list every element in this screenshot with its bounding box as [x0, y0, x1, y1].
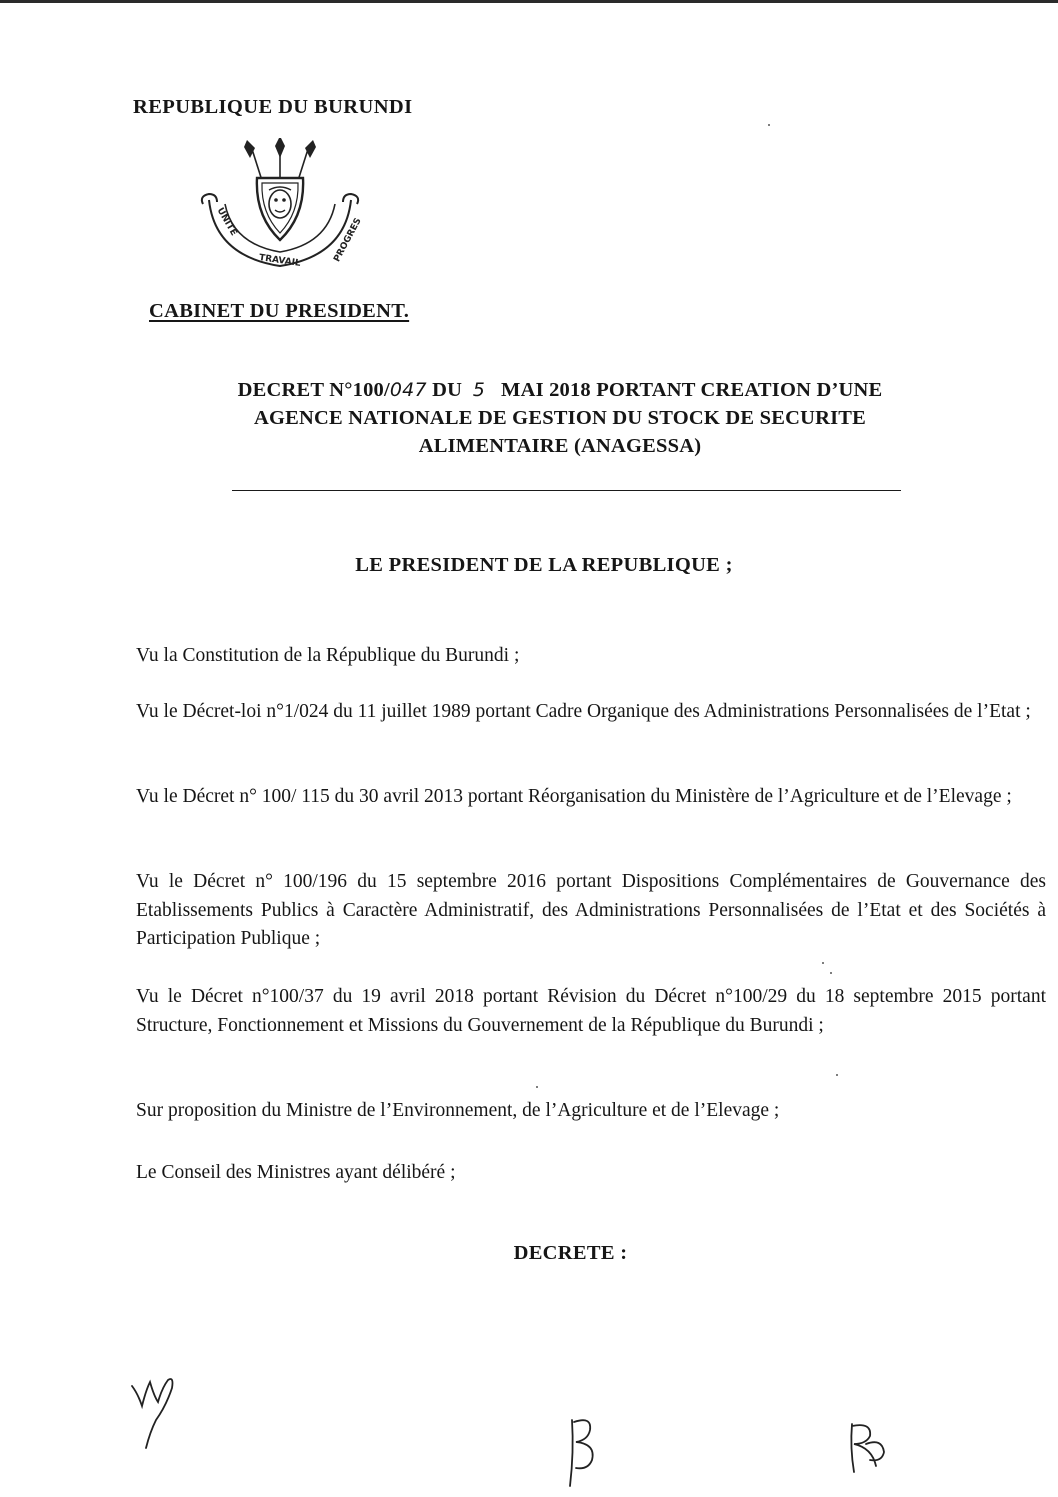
handwritten-initials-left	[128, 1372, 188, 1452]
visa-constitution: Vu la Constitution de la République du Burundi ;	[136, 645, 520, 666]
scan-speck	[822, 962, 824, 964]
visa-decret-loi-1989: Vu le Décret-loi n°1/024 du 11 juillet 1989 portant Cadre Organique des Administrations Personnalisées de l’Etat ;	[136, 701, 1031, 722]
scan-edge	[0, 0, 1058, 3]
visa-decret-2018: Vu le Décret n°100/37 du 19 avril 2018 portant Révision du Décret n°100/29 du 18 septembre 2015 portant Structure, Fonctionnement et Missions du Gouvernement de la République du Burundi ;	[136, 986, 1046, 1036]
scan-speck	[536, 1086, 538, 1088]
decree-title-line-1	[120, 376, 1000, 404]
visa-decret-2013: Vu le Décret n° 100/ 115 du 30 avril 2013 portant Réorganisation du Ministère de l’Agriculture et de l’Elevage ;	[136, 786, 1012, 807]
decree-day-handwritten: 5	[472, 379, 486, 401]
emblem-motto-right: PROGRES	[332, 216, 364, 264]
decree-du: DU	[432, 379, 463, 401]
decree-title-line-1-rest: MAI 2018 PORTANT CREATION D’UNE	[501, 379, 883, 401]
title-divider	[232, 490, 901, 491]
decrete-heading: DECRETE :	[513, 1242, 628, 1264]
country-heading: REPUBLIQUE DU BURUNDI	[133, 96, 413, 118]
decree-title-line-3: ALIMENTAIRE (ANAGESSA)	[418, 435, 702, 457]
decree-title	[120, 376, 1000, 460]
scan-speck	[768, 124, 770, 126]
visa-conseil: Le Conseil des Ministres ayant délibéré ;	[136, 1162, 456, 1183]
burundi-coat-of-arms-emblem	[195, 138, 365, 288]
president-heading: LE PRESIDENT DE LA REPUBLIQUE ;	[355, 554, 733, 576]
decree-title-line-2: AGENCE NATIONALE DE GESTION DU STOCK DE SECURITE	[253, 407, 867, 429]
scan-speck	[836, 1074, 838, 1076]
handwritten-initials-right	[842, 1418, 892, 1478]
emblem-motto-center: TRAVAIL	[258, 253, 302, 269]
emblem-motto-left: UNITE	[214, 206, 239, 238]
decree-number-prefix: DECRET N°100/	[237, 379, 390, 401]
visa-proposition: Sur proposition du Ministre de l’Environnement, de l’Agriculture et de l’Elevage ;	[136, 1100, 780, 1121]
scan-speck	[830, 972, 832, 974]
visa-decret-2016: Vu le Décret n° 100/196 du 15 septembre 2016 portant Dispositions Complémentaires de Gouvernance des Etablissements Publics à Caractère Administratif, des Administrations Personnalisées de l’Etat et des Sociétés à Participation Publique ;	[136, 871, 1046, 949]
handwritten-initials-center	[562, 1412, 612, 1492]
decree-number-handwritten: 047	[389, 379, 427, 401]
cabinet-heading: CABINET DU PRESIDENT.	[149, 300, 410, 322]
